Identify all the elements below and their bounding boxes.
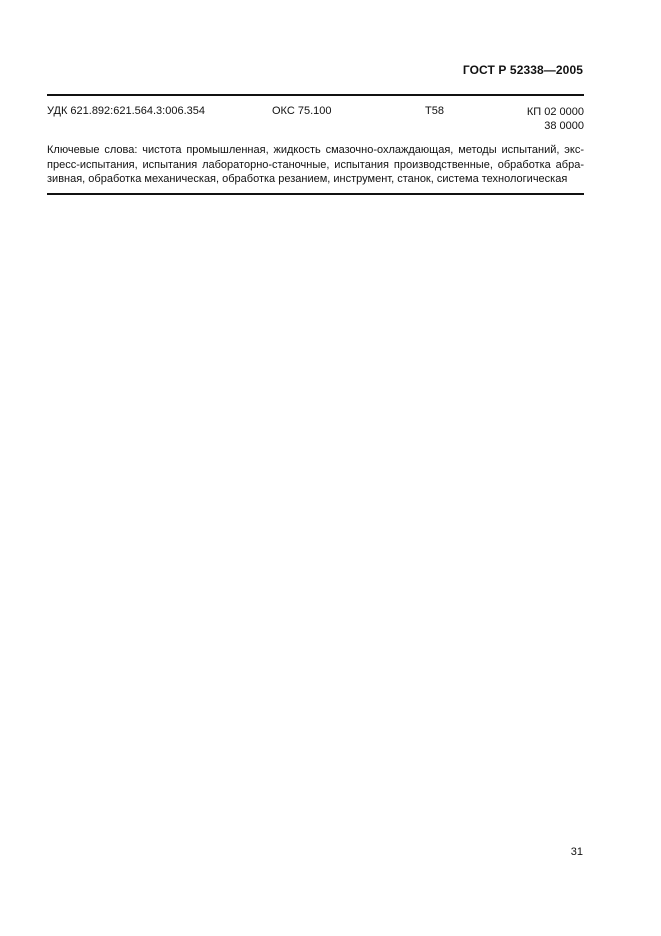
document-standard-number: ГОСТ Р 52338—2005 [462,63,583,77]
keywords-line: пресс-испытания, испытания лабораторно-станочные, испытания производственные, обработка абра- [47,158,584,171]
kp-code-line2: 38 0000 [544,120,584,132]
kp-code [527,105,584,133]
page-number: 31 [570,846,583,858]
oks-code: ОКС 75.100 [272,105,332,117]
kp-code-line1: КП 02 0000 [526,106,584,118]
udc-code: УДК 621.892:621.564.3:006.354 [47,105,205,117]
bottom-divider [47,193,584,195]
classification-row [47,105,584,135]
top-divider [47,94,584,96]
keywords-line: зивная, обработка механическая, обработка резанием, инструмент, станок, система технологическая [47,173,568,185]
keywords-paragraph [47,143,584,187]
group-code: Т58 [425,105,444,117]
keywords-line: Ключевые слова: чистота промышленная, жидкость смазочно-охлаждающая, методы испытаний, экс- [47,144,584,156]
